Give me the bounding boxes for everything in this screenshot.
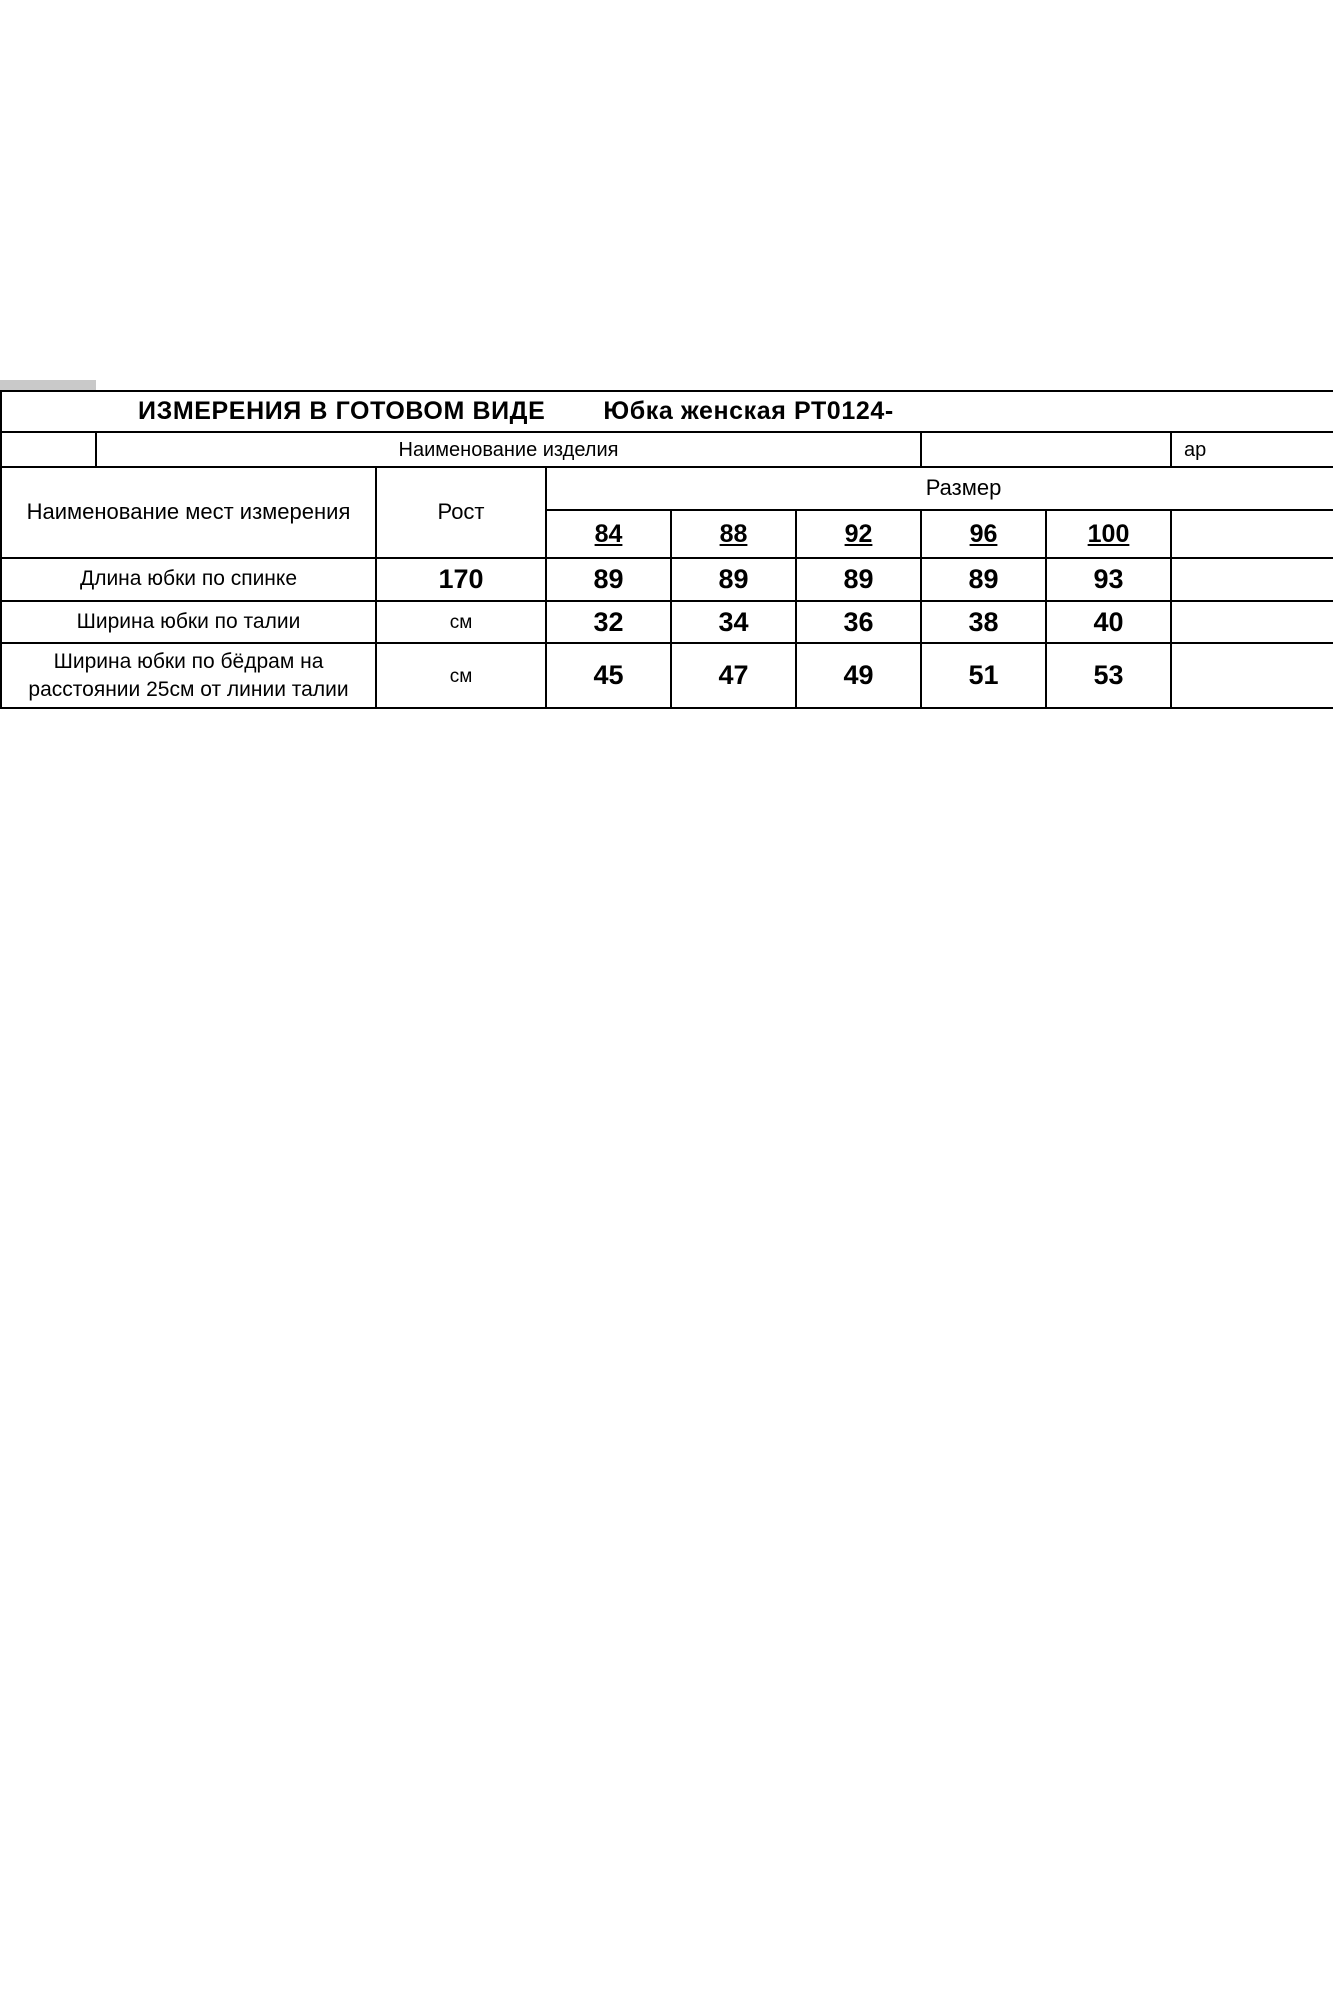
size-header-92: 92 <box>844 519 873 548</box>
table-row <box>0 601 1333 644</box>
row-value-100: 53 <box>1093 660 1124 691</box>
table-row <box>0 558 1333 601</box>
row-value <box>1046 643 1171 708</box>
header-height <box>376 467 546 557</box>
row-value-84: 32 <box>593 606 624 637</box>
table-row <box>0 643 1333 708</box>
size-header-cell <box>546 510 671 557</box>
row-place-label: Ширина юбки по талии <box>76 610 301 634</box>
row-value-88: 89 <box>718 563 749 594</box>
row-height <box>376 601 546 644</box>
measurements-table <box>0 380 1333 709</box>
row-value <box>671 601 796 644</box>
row-height-label: 170 <box>438 563 484 594</box>
size-header-cell <box>1046 510 1171 557</box>
title-cell-group <box>1 391 1333 432</box>
row-value-96: 51 <box>968 660 999 691</box>
row-value <box>796 601 921 644</box>
row-place-label: Ширина юбки по бёдрам на расстоянии 25см от линии талии <box>28 650 349 701</box>
subtitle-spacer-2 <box>1 432 96 468</box>
row-value <box>1046 601 1171 644</box>
row-value <box>796 643 921 708</box>
subtitle-article-label: ар <box>1184 438 1207 461</box>
header-height-label: Рост <box>437 498 485 524</box>
row-value-92: 89 <box>843 563 874 594</box>
row-place <box>1 601 376 644</box>
row-value <box>1046 558 1171 601</box>
title-row <box>0 391 1333 432</box>
row-height <box>376 643 546 708</box>
row-height <box>376 558 546 601</box>
row-value <box>671 558 796 601</box>
subtitle-article-cell <box>1171 432 1333 468</box>
row-height-label: см <box>449 612 473 634</box>
row-overflow <box>1171 558 1333 601</box>
row-height-label: см <box>449 665 473 687</box>
title-main: ИЗМЕРЕНИЯ В ГОТОВОМ ВИДЕ <box>138 397 546 425</box>
size-header-cell <box>796 510 921 557</box>
strip-mid <box>1 380 96 391</box>
row-value <box>796 558 921 601</box>
row-value <box>921 558 1046 601</box>
row-value-96: 89 <box>968 563 999 594</box>
row-value-100: 93 <box>1093 563 1124 594</box>
header-place-label: Наименование мест измерения <box>26 498 351 524</box>
row-value-84: 45 <box>593 660 624 691</box>
row-place <box>1 643 376 708</box>
row-value-92: 36 <box>843 606 874 637</box>
row-value <box>671 643 796 708</box>
row-value-100: 40 <box>1093 606 1124 637</box>
row-value-88: 34 <box>718 606 749 637</box>
row-value <box>546 558 671 601</box>
title-product: Юбка женская РТ0124- <box>603 397 894 425</box>
size-header-84: 84 <box>594 519 623 548</box>
header-size <box>546 467 1333 510</box>
header-place <box>1 467 376 557</box>
size-header-96: 96 <box>969 519 998 548</box>
row-overflow <box>1171 643 1333 708</box>
title-cell <box>8 396 1333 427</box>
size-header-100: 100 <box>1087 519 1130 548</box>
size-header-cell <box>921 510 1046 557</box>
header-row-primary <box>0 467 1333 510</box>
top-grey-strip <box>0 380 1333 391</box>
row-value-88: 47 <box>718 660 749 691</box>
subtitle-product-label: Наименование изделия <box>398 438 619 461</box>
row-overflow <box>1171 601 1333 644</box>
subtitle-product-cell <box>96 432 921 468</box>
row-value <box>546 601 671 644</box>
row-value-96: 38 <box>968 606 999 637</box>
row-value-92: 49 <box>843 660 874 691</box>
row-value <box>921 601 1046 644</box>
subtitle-spacer-3 <box>921 432 1171 468</box>
measurements-table-wrapper <box>0 380 1333 709</box>
size-header-cell <box>671 510 796 557</box>
strip-right <box>96 380 1333 391</box>
header-size-label: Размер <box>925 475 1002 501</box>
row-place-label: Длина юбки по спинке <box>79 567 298 591</box>
row-value-84: 89 <box>593 563 624 594</box>
size-header-88: 88 <box>719 519 748 548</box>
row-place <box>1 558 376 601</box>
size-header-overflow <box>1171 510 1333 557</box>
row-value <box>921 643 1046 708</box>
row-value <box>546 643 671 708</box>
subtitle-row <box>0 432 1333 468</box>
